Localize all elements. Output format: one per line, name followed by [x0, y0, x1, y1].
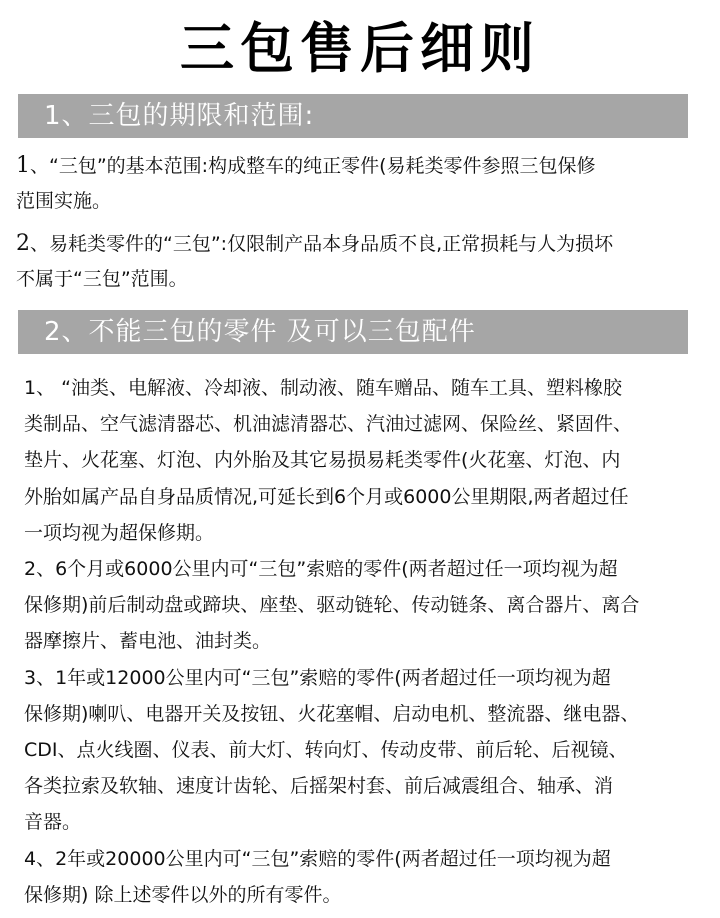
parts-list — [24, 370, 704, 913]
paragraph-line — [16, 226, 706, 262]
list-item-4 — [24, 841, 704, 913]
list-line: 保修期)前后制动盘或蹄块、座垫、驱动链轮、传动链条、离合器片、离合 — [24, 594, 640, 617]
list-line: 器摩擦片、蓄电池、油封类。 — [24, 630, 272, 653]
list-item-2 — [24, 551, 704, 660]
list-item-1 — [24, 370, 704, 551]
paragraph-number: 2 — [16, 231, 30, 256]
paragraph-line: 不属于“三包”范围。 — [16, 268, 188, 290]
list-line: 2、6个月或6000公里内可“三包”索赔的零件(两者超过任一项均视为超 — [24, 558, 618, 581]
section-1-paragraph-2 — [16, 226, 706, 297]
list-line: 一项均视为超保修期。 — [24, 521, 215, 544]
paragraph-text: 、“三包”的基本范围:构成整车的纯正零件(易耗类零件参照三包保修 — [30, 155, 596, 177]
section-heading-1: 1、三包的期限和范围: — [18, 94, 688, 138]
list-line: 各类拉索及软轴、速度计齿轮、后摇架村套、前后减震组合、轴承、消 — [24, 775, 614, 798]
list-line: 4、2年或20000公里内可“三包”索赔的零件(两者超过任一项均视为超 — [24, 847, 611, 870]
section-1-paragraph-1 — [16, 148, 706, 219]
list-line: 类制品、空气滤清器芯、机油滤清器芯、汽油过滤网、保险丝、紧固件、 — [24, 413, 633, 436]
paragraph-text: 、易耗类零件的“三包”:仅限制产品本身品质不良,正常损耗与人为损坏 — [30, 233, 614, 255]
section-heading-2: 2、不能三包的零件 及可以三包配件 — [18, 310, 688, 354]
list-item-3 — [24, 660, 704, 841]
paragraph-line: 范围实施。 — [16, 190, 112, 212]
list-line: 垫片、火花塞、灯泡、内外胎及其它易损易耗类零件(火花塞、灯泡、内 — [24, 449, 621, 472]
list-line: 3、1年或12000公里内可“三包”索赔的零件(两者超过任一项均视为超 — [24, 666, 611, 689]
list-line: 外胎如属产品自身品质情况,可延长到6个月或6000公里期限,两者超过任 — [24, 485, 629, 508]
list-line: 保修期) 除上述零件以外的所有零件。 — [24, 883, 342, 906]
list-line: 1、 “油类、电解液、冷却液、制动液、随车赠品、随车工具、塑料橡胶 — [24, 377, 622, 399]
list-line: 保修期)喇叭、电器开关及按钮、火花塞帽、启动电机、整流器、继电器、 — [24, 702, 640, 725]
page-title: 三包售后细则 — [180, 17, 540, 80]
list-line: CDI、点火线圈、仪表、前大灯、转向灯、传动皮带、前后轮、后视镜、 — [24, 739, 628, 762]
list-line: 音器。 — [24, 811, 82, 834]
paragraph-line — [16, 148, 706, 184]
paragraph-number: 1 — [16, 153, 30, 178]
